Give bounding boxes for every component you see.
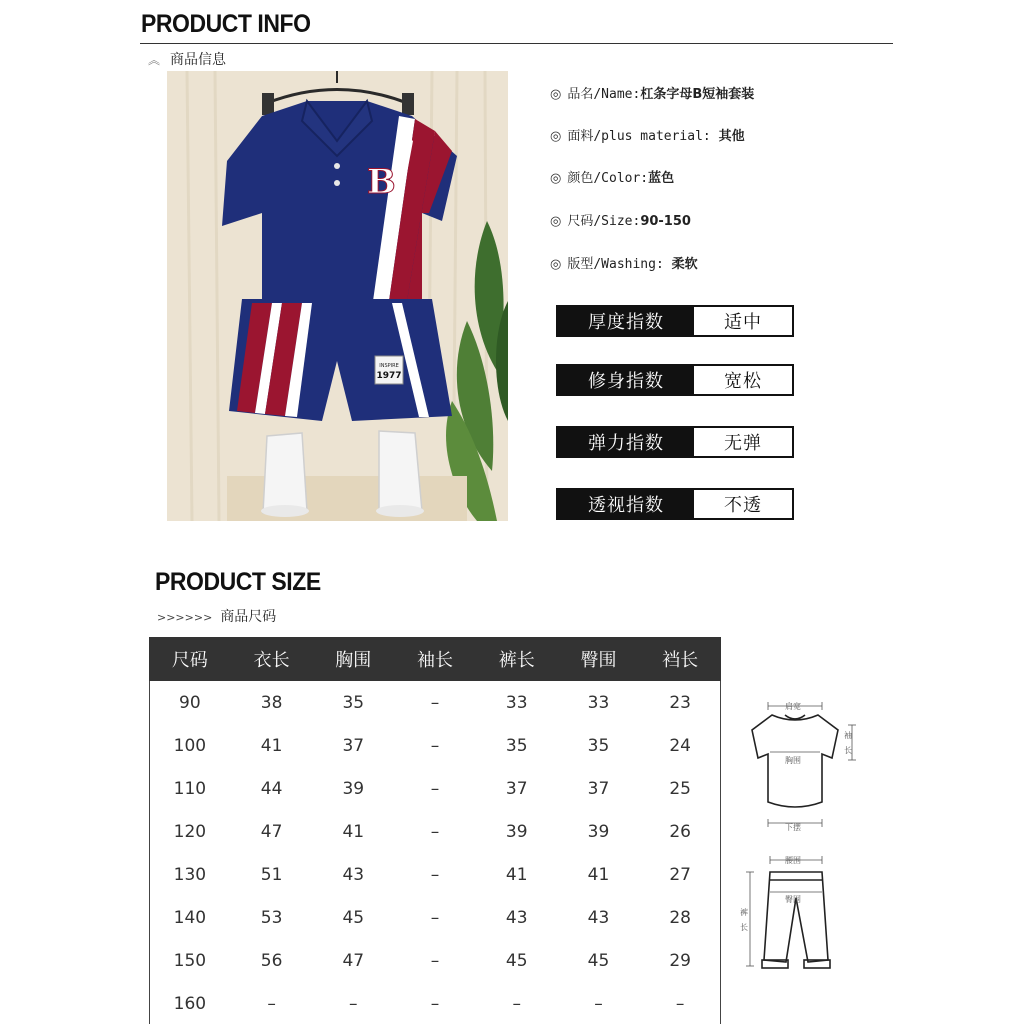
svg-text:1977: 1977 <box>376 371 402 381</box>
table-cell: 51 <box>260 864 283 885</box>
diagram-label-hip: 臀围 <box>785 895 801 904</box>
info-label: 面料/plus material: <box>567 129 719 144</box>
table-cell: 41 <box>260 735 283 756</box>
product-photo <box>167 71 508 521</box>
table-cell: 37 <box>587 778 610 799</box>
table-cell: 45 <box>342 907 365 928</box>
product-info-title: PRODUCT INFO <box>141 10 311 38</box>
product-info-subtitle-text: 商品信息 <box>170 52 227 68</box>
info-value: 90-150 <box>640 214 691 229</box>
table-cell: 29 <box>669 950 691 971</box>
index-value: 不透 <box>694 490 792 518</box>
bullet-icon: ◎ <box>550 257 562 272</box>
table-cell: 41 <box>505 864 528 885</box>
table-cell: 26 <box>669 821 691 842</box>
table-row <box>149 681 721 724</box>
pants-diagram-icon <box>762 872 830 968</box>
header-sleeve: 袖长 <box>417 650 454 671</box>
table-cell: 130 <box>173 864 207 885</box>
svg-text:INSPIRE: INSPIRE <box>379 363 399 369</box>
table-cell: 160 <box>173 993 207 1014</box>
table-cell: 56 <box>260 950 283 971</box>
table-cell: 23 <box>669 692 691 713</box>
index-value: 宽松 <box>694 366 792 394</box>
table-cell: 53 <box>260 907 283 928</box>
measurement-diagrams <box>740 690 865 990</box>
table-cell: 140 <box>173 907 207 928</box>
table-cell: 39 <box>505 821 528 842</box>
diagram-label-sleeve-2: 长 <box>844 746 852 755</box>
header-chest: 胸围 <box>335 650 372 671</box>
table-cell: 45 <box>587 950 610 971</box>
table-cell: – <box>430 821 440 842</box>
info-row-color <box>550 167 674 186</box>
product-size-subtitle <box>157 606 276 626</box>
table-cell: 47 <box>342 950 365 971</box>
table-cell: 43 <box>505 907 528 928</box>
diagram-label-pants-1: 裤 <box>740 908 748 917</box>
bullet-icon: ◎ <box>550 87 562 102</box>
table-cell: 43 <box>342 864 365 885</box>
double-chevron-up-icon: ︽ <box>148 53 161 67</box>
table-cell: – <box>430 692 440 713</box>
table-cell: 39 <box>342 778 365 799</box>
table-cell: 35 <box>342 692 365 713</box>
info-value: 蓝色 <box>648 171 675 186</box>
table-cell: 120 <box>173 821 207 842</box>
product-info-subtitle <box>148 49 226 69</box>
header-crotch: 裆长 <box>662 650 699 671</box>
svg-text:B: B <box>367 162 396 202</box>
diagram-label-hem: 下摆 <box>785 823 801 832</box>
table-cell: – <box>430 993 440 1014</box>
table-cell: 39 <box>587 821 610 842</box>
table-right-border <box>720 681 721 1024</box>
index-value: 无弹 <box>694 428 792 456</box>
table-cell: 110 <box>173 778 207 799</box>
header-size: 尺码 <box>171 650 208 671</box>
product-info-rule <box>140 43 893 44</box>
table-row <box>149 982 721 1024</box>
table-cell: 35 <box>505 735 528 756</box>
bullet-icon: ◎ <box>550 214 562 229</box>
info-value: 柔软 <box>671 257 698 272</box>
table-cell: – <box>430 864 440 885</box>
table-cell: 41 <box>587 864 610 885</box>
arrows-icon: >>>>>> <box>157 611 213 624</box>
diagram-label-pants-2: 长 <box>740 923 748 932</box>
table-cell: – <box>675 993 685 1014</box>
product-size-title: PRODUCT SIZE <box>155 568 321 596</box>
header-length: 衣长 <box>253 650 290 671</box>
bullet-icon: ◎ <box>550 171 562 186</box>
size-table <box>149 637 721 1024</box>
info-row-washing <box>550 253 698 272</box>
table-cell: 35 <box>587 735 610 756</box>
info-label: 尺码/Size: <box>567 214 641 229</box>
fit-index <box>556 364 794 396</box>
table-cell: – <box>349 993 358 1014</box>
table-cell: – <box>430 735 440 756</box>
index-label: 修身指数 <box>558 366 694 394</box>
info-label: 品名/Name: <box>567 87 641 102</box>
diagram-label-waist: 腰围 <box>785 856 801 865</box>
table-cell: – <box>267 993 276 1014</box>
info-value: 其他 <box>718 129 745 144</box>
product-size-subtitle-text: 商品尺码 <box>220 609 277 625</box>
table-cell: – <box>594 993 603 1014</box>
index-value: 适中 <box>694 307 792 335</box>
table-row <box>149 896 721 939</box>
table-cell: 24 <box>669 735 691 756</box>
table-cell: 28 <box>669 907 691 928</box>
index-label: 厚度指数 <box>558 307 694 335</box>
table-cell: 44 <box>260 778 283 799</box>
table-cell: 90 <box>179 692 201 713</box>
diagram-label-sleeve-1: 袖 <box>844 731 852 740</box>
index-label: 透视指数 <box>558 490 694 518</box>
elasticity-index <box>556 426 794 458</box>
table-cell: 47 <box>260 821 283 842</box>
table-left-border <box>149 681 150 1024</box>
table-cell: – <box>430 907 440 928</box>
table-row <box>149 853 721 896</box>
transparency-index <box>556 488 794 520</box>
bullet-icon: ◎ <box>550 129 562 144</box>
table-cell: 37 <box>505 778 528 799</box>
table-cell: 33 <box>587 692 610 713</box>
table-row <box>149 939 721 982</box>
size-table-body <box>149 681 721 1024</box>
thickness-index <box>556 305 794 337</box>
table-cell: 45 <box>505 950 528 971</box>
info-row-size <box>550 210 691 229</box>
table-cell: 37 <box>342 735 365 756</box>
table-cell: – <box>430 778 440 799</box>
table-cell: – <box>430 950 440 971</box>
header-hip: 臀围 <box>580 650 617 671</box>
info-label: 颜色/Color: <box>567 171 649 186</box>
table-cell: 150 <box>173 950 207 971</box>
table-cell: 41 <box>342 821 365 842</box>
table-cell: 25 <box>669 778 691 799</box>
diagram-label-shoulder: 肩宽 <box>785 702 801 711</box>
table-cell: 27 <box>669 864 691 885</box>
table-cell: 38 <box>260 692 283 713</box>
table-row <box>149 724 721 767</box>
size-table-header <box>149 637 721 681</box>
info-value: 杠条字母B短袖套装 <box>640 87 755 102</box>
table-cell: 100 <box>173 735 207 756</box>
table-row <box>149 767 721 810</box>
info-row-name <box>550 83 754 102</box>
table-row <box>149 810 721 853</box>
index-label: 弹力指数 <box>558 428 694 456</box>
info-row-material <box>550 125 745 144</box>
header-pants-length: 裤长 <box>498 650 535 671</box>
diagram-label-chest: 胸围 <box>785 756 801 765</box>
info-label: 版型/Washing: <box>567 257 672 272</box>
table-cell: – <box>512 993 521 1014</box>
table-cell: 33 <box>505 692 528 713</box>
table-cell: 43 <box>587 907 610 928</box>
